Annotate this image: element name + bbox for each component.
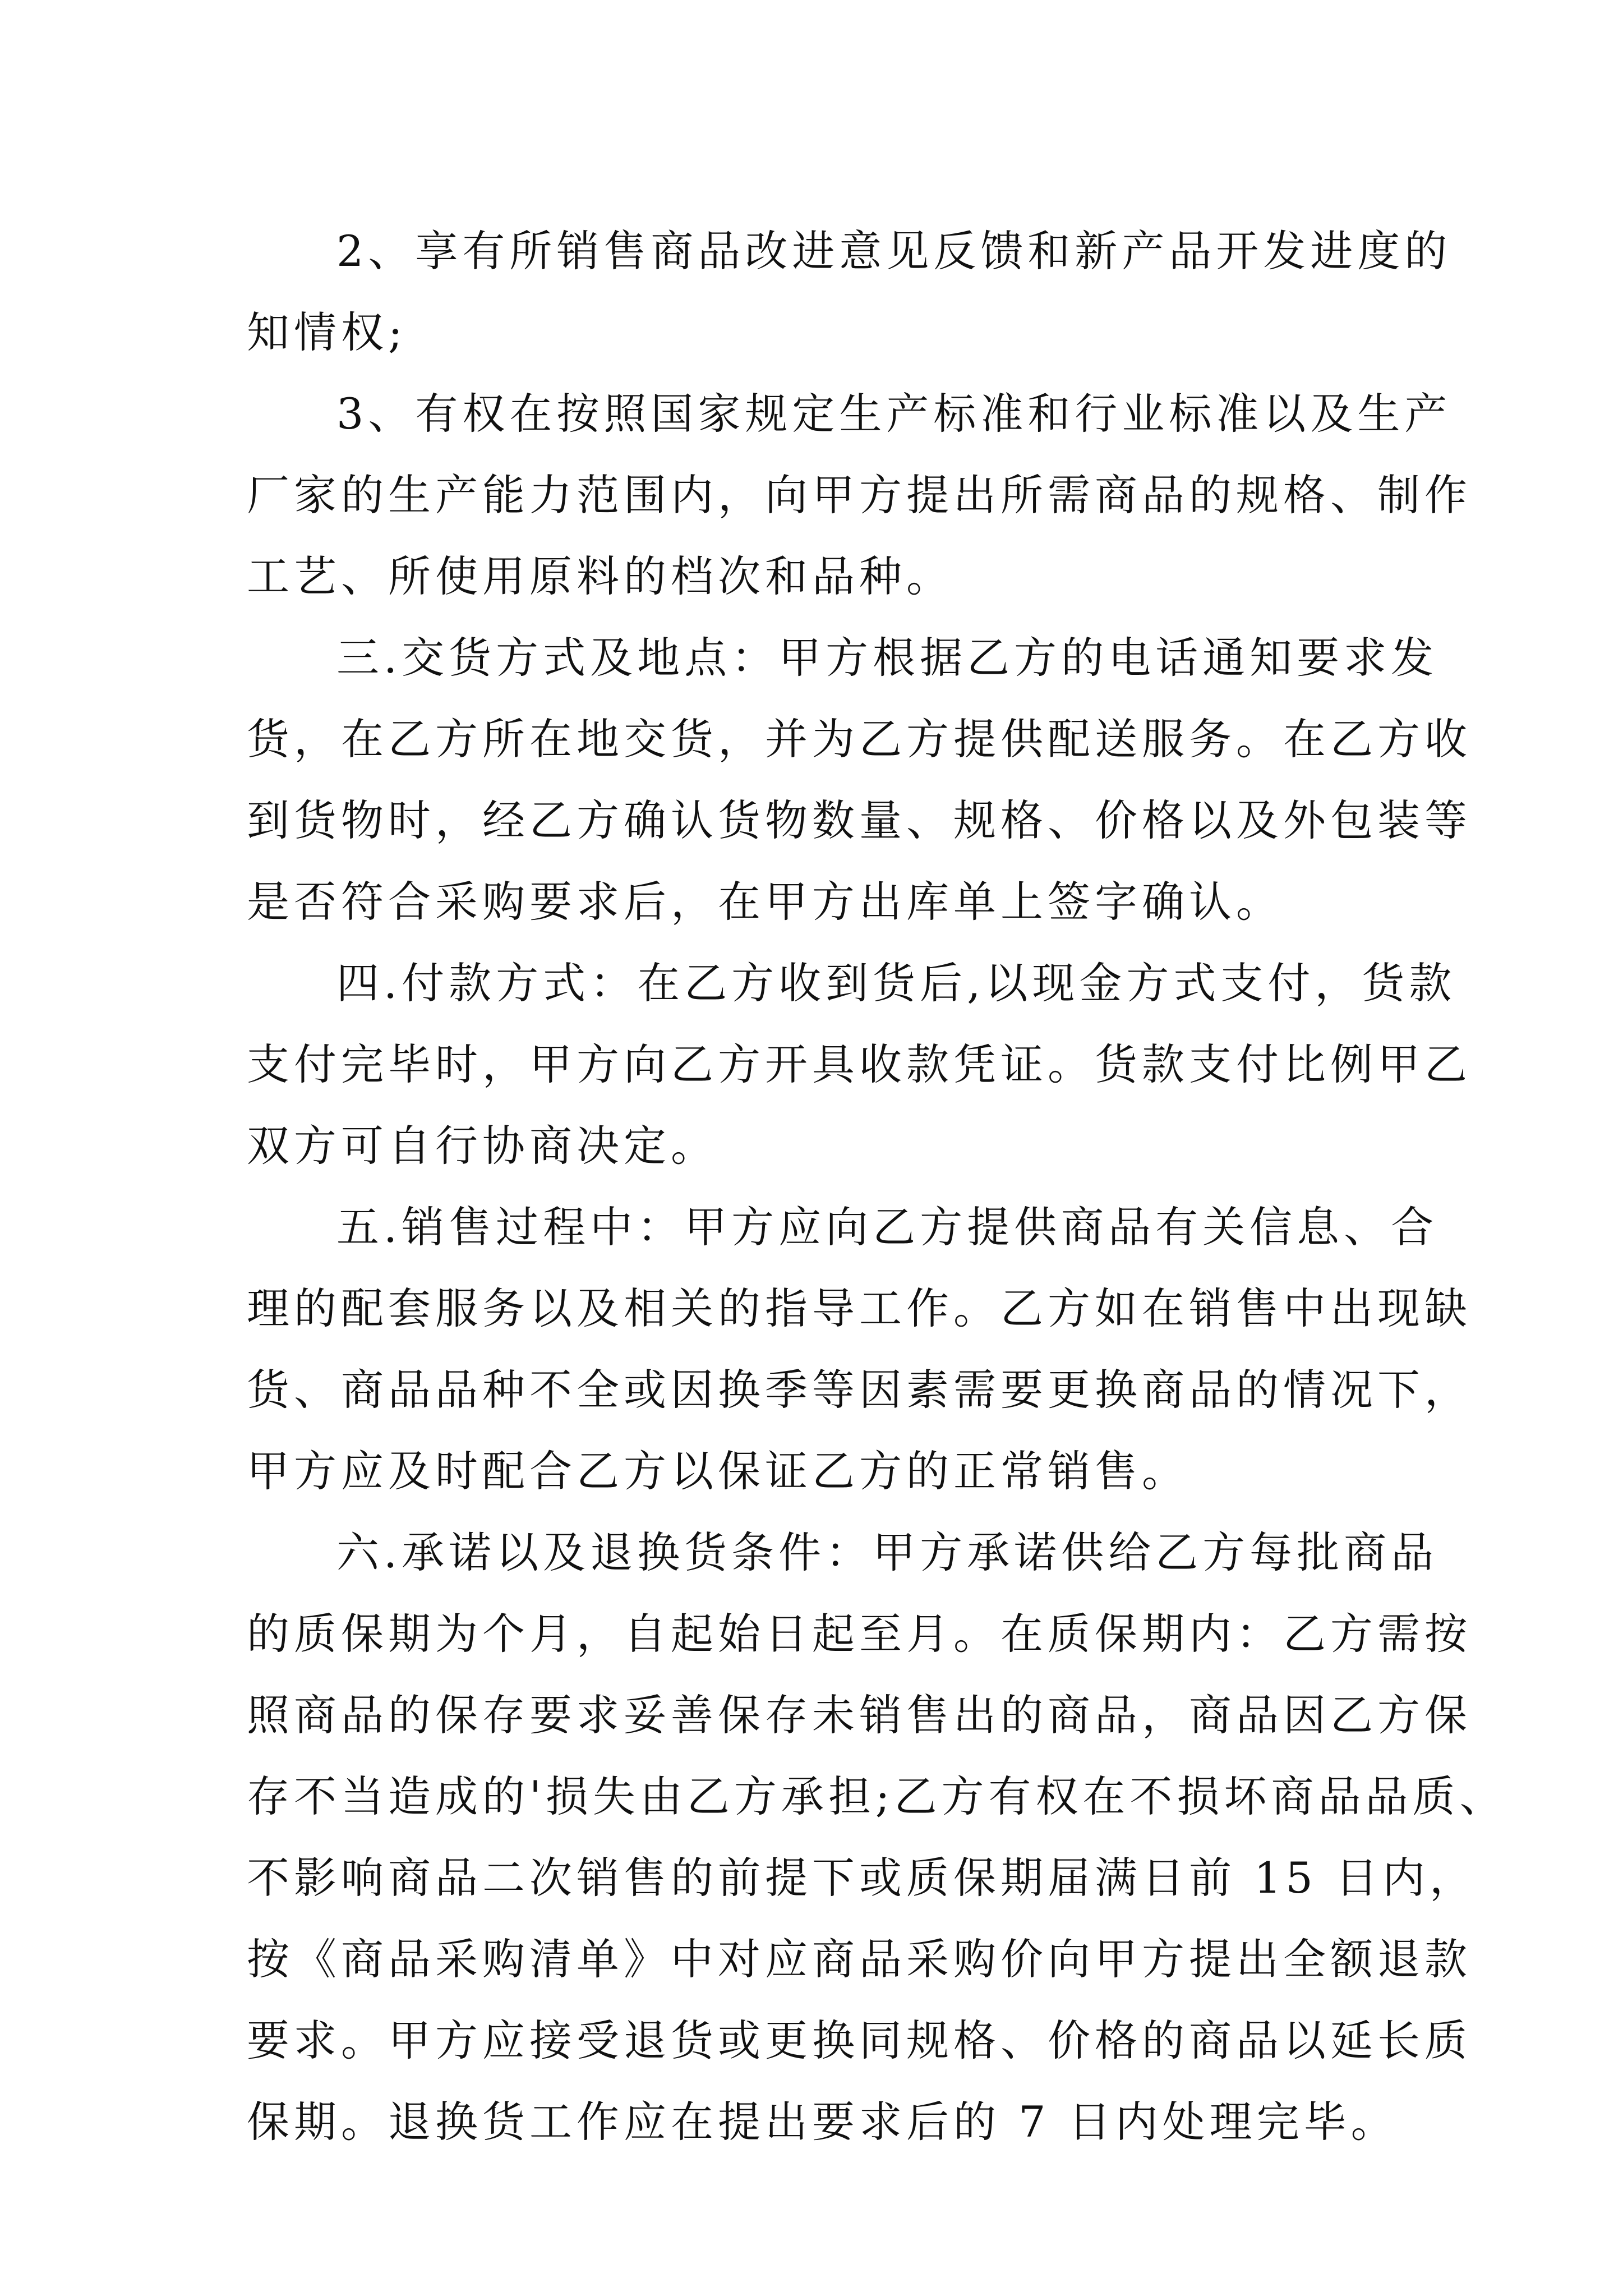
paragraph-line: 五.销售过程中：甲方应向乙方提供商品有关信息、合 [336,1202,1438,1252]
paragraph-line: 的质保期为个月，自起始日起至月。在质保期内：乙方需按 [247,1609,1472,1659]
paragraph-line: 厂家的生产能力范围内，向甲方提出所需商品的规格、制作 [247,470,1472,520]
paragraph-line: 要求。甲方应接受退货或更换同规格、价格的商品以延长质 [247,2016,1472,2065]
paragraph-line: 货、商品品种不全或因换季等因素需要更换商品的情况下， [247,1365,1472,1415]
paragraph-line: 双方可自行协商决定。 [247,1121,718,1171]
paragraph-line: 3、有权在按照国家规定生产标准和行业标准以及生产 [336,389,1452,439]
paragraph-line: 支付完毕时，甲方向乙方开具收款凭证。货款支付比例甲乙 [247,1039,1472,1089]
paragraph-line: 不影响商品二次销售的前提下或质保期届满日前 15 日内， [247,1853,1477,1903]
paragraph-line: 货，在乙方所在地交货，并为乙方提供配送服务。在乙方收 [247,714,1472,764]
paragraph-line: 照商品的保存要求妥善保存未销售出的商品，商品因乙方保 [247,1690,1472,1740]
paragraph-line: 理的配套服务以及相关的指导工作。乙方如在销售中出现缺 [247,1283,1472,1333]
paragraph-line: 存不当造成的'损失由乙方承担;乙方有权在不损坏商品品质、 [247,1772,1507,1821]
paragraph-line: 2、享有所销售商品改进意见反馈和新产品开发进度的 [336,226,1452,276]
document-body [247,210,1507,2162]
paragraph-line: 工艺、所使用原料的档次和品种。 [247,551,953,601]
paragraph-line: 六.承诺以及退换货条件：甲方承诺供给乙方每批商品 [336,1527,1438,1577]
paragraph-line: 甲方应及时配合乙方以保证乙方的正常销售。 [247,1446,1189,1496]
paragraph-line: 按《商品采购清单》中对应商品采购价向甲方提出全额退款 [247,1934,1472,1984]
paragraph-line: 四.付款方式：在乙方收到货后,以现金方式支付，货款 [336,958,1456,1008]
paragraph-line: 是否符合采购要求后，在甲方出库单上签字确认。 [247,877,1283,927]
paragraph-line: 保期。退换货工作应在提出要求后的 7 日内处理完毕。 [247,2097,1398,2147]
paragraph-line: 到货物时，经乙方确认货物数量、规格、价格以及外包装等 [247,795,1472,845]
paragraph-line: 知情权; [247,307,407,357]
paragraph-line: 三.交货方式及地点：甲方根据乙方的电话通知要求发 [336,633,1438,683]
